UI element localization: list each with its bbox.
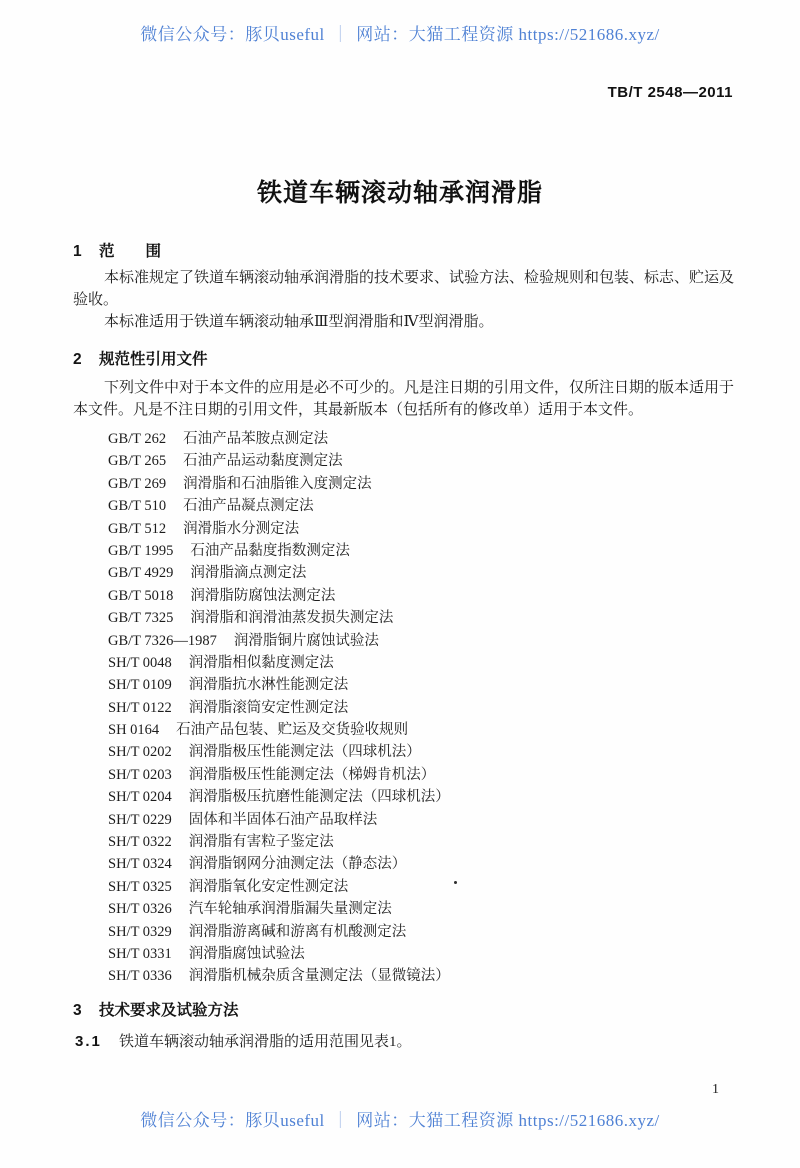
reference-code: SH/T 0202 <box>108 744 172 761</box>
reference-title: 润滑脂水分测定法 <box>183 520 300 537</box>
reference-title: 润滑脂机械杂质含量测定法（显微镜法） <box>188 968 450 985</box>
reference-item <box>108 428 728 450</box>
reference-title: 润滑脂钢网分油测定法（静态法） <box>188 856 407 873</box>
reference-title: 石油产品苯胺点测定法 <box>183 431 329 447</box>
scan-artifact-dot <box>454 881 457 884</box>
reference-item <box>108 585 728 607</box>
reference-code: SH/T 0203 <box>108 766 172 783</box>
reference-item <box>108 697 728 719</box>
section-2-paragraph-line: 下列文件中对于本文件的应用是必不可少的。凡是注日期的引用文件，仅所注日期的版本适用于 <box>104 380 735 396</box>
reference-code: GB/T 510 <box>108 498 167 515</box>
reference-item <box>108 831 728 853</box>
section-2-number: 2 <box>73 351 82 368</box>
reference-code: GB/T 7325 <box>108 610 174 627</box>
reference-code: SH/T 0325 <box>108 878 172 895</box>
reference-title: 润滑脂相似黏度测定法 <box>188 654 334 671</box>
reference-item <box>108 764 728 786</box>
reference-title: 润滑脂滚筒安定性测定法 <box>188 699 349 716</box>
reference-title: 石油产品黏度指数测定法 <box>190 542 350 559</box>
reference-item <box>108 786 728 808</box>
reference-code: SH/T 0204 <box>108 789 172 806</box>
watermark-site-text: 网站：大猫工程资源 https://521686.xyz/ <box>356 1111 660 1130</box>
reference-item <box>108 473 728 495</box>
reference-item <box>108 630 728 652</box>
reference-item <box>108 898 728 920</box>
section-2-heading <box>73 347 208 369</box>
reference-title: 润滑脂极压抗磨性能测定法（四球机法） <box>188 789 450 806</box>
reference-title: 固体和半固体石油产品取样法 <box>188 811 378 828</box>
reference-item <box>108 876 728 898</box>
reference-title: 润滑脂铜片腐蚀试验法 <box>233 632 379 649</box>
reference-code: GB/T 269 <box>108 475 167 492</box>
reference-item <box>108 943 728 965</box>
references-list <box>108 428 728 988</box>
reference-code: GB/T 265 <box>108 453 167 470</box>
reference-item <box>108 853 728 875</box>
reference-title: 润滑脂滴点测定法 <box>190 565 307 582</box>
reference-title: 润滑脂和润滑油蒸发损失测定法 <box>190 610 394 627</box>
clause-3-1-number: 3.1 <box>75 1033 102 1050</box>
reference-item <box>108 674 728 696</box>
reference-item <box>108 719 728 741</box>
watermark-wechat-text: 微信公众号：豚贝useful <box>140 1111 325 1130</box>
reference-title: 石油产品包装、贮运及交货验收规则 <box>176 722 409 739</box>
reference-item <box>108 562 728 584</box>
reference-title: 润滑脂氧化安定性测定法 <box>188 878 349 895</box>
section-3-heading <box>73 998 239 1020</box>
reference-code: SH/T 0336 <box>108 968 172 985</box>
section-3-title: 技术要求及试验方法 <box>99 1002 239 1019</box>
reference-item <box>108 652 728 674</box>
watermark-separator: ｜ <box>331 1111 350 1130</box>
reference-item <box>108 965 728 987</box>
reference-item <box>108 540 728 562</box>
section-1-paragraph-line: 验收。 <box>73 292 119 308</box>
section-1-paragraph-line: 本标准规定了铁道车辆滚动轴承润滑脂的技术要求、试验方法、检验规则和包装、标志、贮运及 <box>104 270 735 286</box>
reference-code: SH/T 0229 <box>108 811 172 828</box>
reference-code: SH/T 0326 <box>108 901 172 918</box>
section-1-heading <box>73 239 161 261</box>
section-3-number: 3 <box>73 1002 82 1019</box>
watermark-top <box>0 20 800 45</box>
document-title: 铁道车辆滚动轴承润滑脂 <box>256 179 543 207</box>
section-2-title: 规范性引用文件 <box>99 351 208 368</box>
reference-title: 石油产品运动黏度测定法 <box>183 453 343 470</box>
reference-title: 润滑脂防腐蚀法测定法 <box>190 587 336 604</box>
reference-title: 润滑脂和石油脂锥入度测定法 <box>183 475 372 492</box>
reference-title: 润滑脂极压性能测定法（四球机法） <box>188 744 421 761</box>
reference-code: SH/T 0048 <box>108 654 172 671</box>
reference-code: SH/T 0331 <box>108 945 172 962</box>
reference-title: 润滑脂极压性能测定法（梯姆肯机法） <box>188 766 436 783</box>
reference-title: 润滑脂抗水淋性能测定法 <box>188 677 349 694</box>
reference-code: GB/T 5018 <box>108 587 174 604</box>
watermark-bottom <box>0 1106 800 1131</box>
reference-code: SH/T 0324 <box>108 856 172 873</box>
reference-code: SH/T 0322 <box>108 834 172 851</box>
section-2-paragraph-line: 本文件。凡是不注日期的引用文件，其最新版本（包括所有的修改单）适用于本文件。 <box>73 402 644 418</box>
section-1-title: 范 围 <box>99 243 162 260</box>
clause-3-1 <box>75 1030 412 1051</box>
reference-code: GB/T 4929 <box>108 565 174 582</box>
reference-title: 石油产品凝点测定法 <box>183 498 314 515</box>
reference-code: SH/T 0122 <box>108 699 172 716</box>
reference-title: 汽车轮轴承润滑脂漏失量测定法 <box>188 901 392 918</box>
reference-item <box>108 518 728 540</box>
reference-code: GB/T 512 <box>108 520 167 537</box>
reference-code: SH/T 0329 <box>108 923 172 940</box>
page-number: 1 <box>712 1082 719 1097</box>
reference-code: SH/T 0109 <box>108 677 172 694</box>
section-1-paragraph-line: 本标准适用于铁道车辆滚动轴承Ⅲ型润滑脂和Ⅳ型润滑脂。 <box>104 314 494 330</box>
reference-code: GB/T 1995 <box>108 542 174 559</box>
watermark-site-text: 网站：大猫工程资源 https://521686.xyz/ <box>356 25 660 44</box>
watermark-wechat-text: 微信公众号：豚贝useful <box>140 25 325 44</box>
reference-item <box>108 921 728 943</box>
reference-item <box>108 741 728 763</box>
reference-title: 润滑脂游离碱和游离有机酸测定法 <box>188 923 407 940</box>
reference-item <box>108 809 728 831</box>
reference-title: 润滑脂腐蚀试验法 <box>188 945 305 962</box>
reference-item <box>108 450 728 472</box>
section-1-number: 1 <box>73 243 82 260</box>
reference-code: GB/T 262 <box>108 431 167 447</box>
reference-title: 润滑脂有害粒子鉴定法 <box>188 834 334 851</box>
clause-3-1-text: 铁道车辆滚动轴承润滑脂的适用范围见表1。 <box>119 1034 412 1050</box>
reference-code: GB/T 7326—1987 <box>108 632 217 649</box>
watermark-separator: ｜ <box>331 25 350 44</box>
standard-number: TB/T 2548—2011 <box>607 84 733 101</box>
reference-code: SH 0164 <box>108 722 160 739</box>
reference-item <box>108 495 728 517</box>
reference-item <box>108 607 728 629</box>
